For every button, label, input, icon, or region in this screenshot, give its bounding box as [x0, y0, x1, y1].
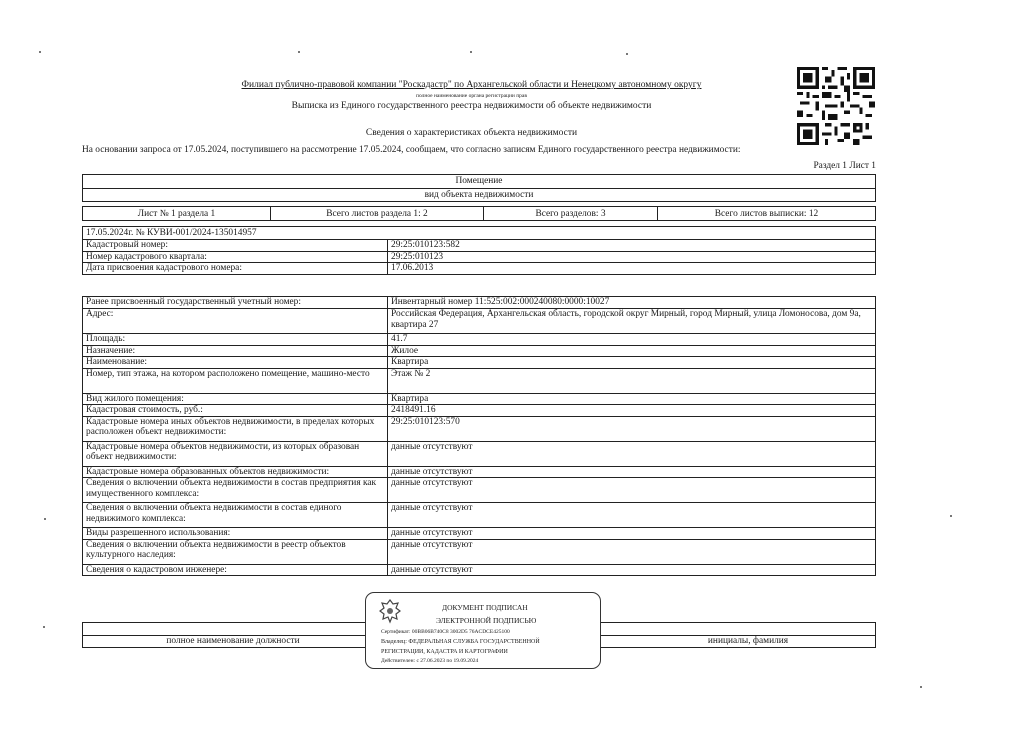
row-value: данные отсутствуют — [388, 564, 876, 576]
table-row — [83, 263, 876, 275]
scan-speck — [920, 686, 922, 688]
table-row — [83, 297, 876, 309]
row-label: Площадь: — [83, 334, 388, 346]
scan-speck — [470, 51, 472, 53]
stamp-certificate: Сертификат: 00BB06B740C8 3002D5 76ACDCE425100 — [381, 629, 510, 635]
table-row — [83, 345, 876, 357]
object-type-caption: вид объекта недвижимости — [424, 190, 534, 200]
scan-speck — [626, 53, 628, 55]
row-value: 29:25:010123:570 — [388, 416, 876, 441]
row-label: Сведения о включении объекта недвижимости в состав предприятия как имущественного комплекса: — [83, 478, 388, 503]
emblem-icon — [378, 598, 402, 624]
row-value: 17.06.2013 — [388, 263, 876, 275]
row-value: 29:25:010123:582 — [388, 240, 876, 252]
scan-speck — [44, 518, 46, 520]
row-label: Вид жилого помещения: — [83, 393, 388, 405]
table-row — [83, 368, 876, 393]
row-value: данные отсутствуют — [388, 503, 876, 528]
table-row — [83, 466, 876, 478]
table-row — [83, 528, 876, 540]
section-sheet-label: Раздел 1 Лист 1 — [813, 161, 876, 171]
table-row — [83, 564, 876, 576]
table-row — [83, 539, 876, 564]
table-row — [83, 393, 876, 405]
table-row — [83, 309, 876, 334]
row-label: Номер, тип этажа, на котором расположено помещение, машино-место — [83, 368, 388, 393]
table-row — [83, 357, 876, 369]
details-table — [82, 296, 876, 576]
row-label: Виды разрешенного использования: — [83, 528, 388, 540]
table-row — [83, 334, 876, 346]
row-value: данные отсутствуют — [388, 466, 876, 478]
row-value: Квартира — [388, 357, 876, 369]
row-label: Кадастровые номера иных объектов недвижимости, в пределах которых расположен объект недвижимости: — [83, 416, 388, 441]
row-value: данные отсутствуют — [388, 528, 876, 540]
basis-text: На основании запроса от 17.05.2024, поступившего на рассмотрение 17.05.2024, сообщаем, что согласно записям Единого государственного реестра недвижимости: — [82, 145, 741, 155]
name-caption: инициалы, фамилия — [707, 636, 789, 646]
row-value: 2418491.16 — [388, 405, 876, 417]
stamp-validity: Действителен: с 27.06.2023 по 19.09.2024 — [381, 658, 479, 664]
basic-info-table — [82, 239, 876, 275]
table-row — [83, 416, 876, 441]
electronic-signature-stamp — [365, 592, 601, 669]
org-name: Филиал публично-правовой компании "Роскадастр" по Архангельской области и Ненецкому автономному округу — [241, 80, 702, 90]
row-label: Наименование: — [83, 357, 388, 369]
row-value: данные отсутствуют — [388, 539, 876, 564]
sections-total: Всего разделов: 3 — [484, 207, 658, 221]
row-value: Российская Федерация, Архангельская область, городской округ Мирный, город Мирный, улица Ломоносова, дом 9а, квартира 27 — [388, 309, 876, 334]
table-row — [83, 478, 876, 503]
row-label: Сведения о кадастровом инженере: — [83, 564, 388, 576]
row-value: 29:25:010123 — [388, 251, 876, 263]
row-value: данные отсутствуют — [388, 441, 876, 466]
record-id: 17.05.2024г. № КУВИ-001/2024-135014957 — [82, 226, 876, 240]
stamp-owner-2: РЕГИСТРАЦИИ, КАДАСТРА И КАРТОГРАФИИ — [381, 649, 508, 655]
stamp-title-2: ЭЛЕКТРОННОЙ ПОДПИСЬЮ — [436, 616, 537, 625]
row-value: Жилое — [388, 345, 876, 357]
stamp-title-1: ДОКУМЕНТ ПОДПИСАН — [442, 603, 528, 612]
sheet-info-table — [82, 206, 876, 221]
row-value: Этаж № 2 — [388, 368, 876, 393]
row-label: Кадастровые номера образованных объектов недвижимости: — [83, 466, 388, 478]
scan-speck — [950, 515, 952, 517]
document-title: Выписка из Единого государственного реестра недвижимости об объекте недвижимости — [291, 101, 652, 111]
row-value: 41.7 — [388, 334, 876, 346]
object-type-block — [82, 174, 876, 202]
row-label: Назначение: — [83, 345, 388, 357]
row-value: Инвентарный номер 11:525:002:000240080:0000:10027 — [388, 297, 876, 309]
scan-speck — [39, 51, 41, 53]
row-label: Кадастровая стоимость, руб.: — [83, 405, 388, 417]
table-row — [83, 405, 876, 417]
row-label: Дата присвоения кадастрового номера: — [83, 263, 388, 275]
row-label: Ранее присвоенный государственный учетный номер: — [83, 297, 388, 309]
row-value: данные отсутствуют — [388, 478, 876, 503]
row-label: Номер кадастрового квартала: — [83, 251, 388, 263]
extract-sheets-total: Всего листов выписки: 12 — [658, 207, 876, 221]
section-sheets-total: Всего листов раздела 1: 2 — [271, 207, 484, 221]
object-type: Помещение — [83, 175, 875, 189]
table-row — [83, 441, 876, 466]
row-value: Квартира — [388, 393, 876, 405]
table-row — [83, 503, 876, 528]
qr-code — [797, 67, 875, 145]
row-label: Сведения о включении объекта недвижимости в реестр объектов культурного наследия: — [83, 539, 388, 564]
row-label: Сведения о включении объекта недвижимости в состав единого недвижимого комплекса: — [83, 503, 388, 528]
row-label: Кадастровый номер: — [83, 240, 388, 252]
row-label: Адрес: — [83, 309, 388, 334]
table-row — [83, 240, 876, 252]
table-row — [83, 251, 876, 263]
sheet-number: Лист № 1 раздела 1 — [83, 207, 271, 221]
org-caption: полное наименование органа регистрации прав — [416, 93, 527, 99]
position-caption: полное наименование должности — [166, 636, 300, 646]
scan-speck — [43, 626, 45, 628]
row-label: Кадастровые номера объектов недвижимости, из которых образован объект недвижимости: — [83, 441, 388, 466]
stamp-owner-1: Владелец: ФЕДЕРАЛЬНАЯ СЛУЖБА ГОСУДАРСТВЕННОЙ — [381, 639, 540, 645]
scan-speck — [298, 51, 300, 53]
section-title: Сведения о характеристиках объекта недвижимости — [365, 128, 578, 138]
